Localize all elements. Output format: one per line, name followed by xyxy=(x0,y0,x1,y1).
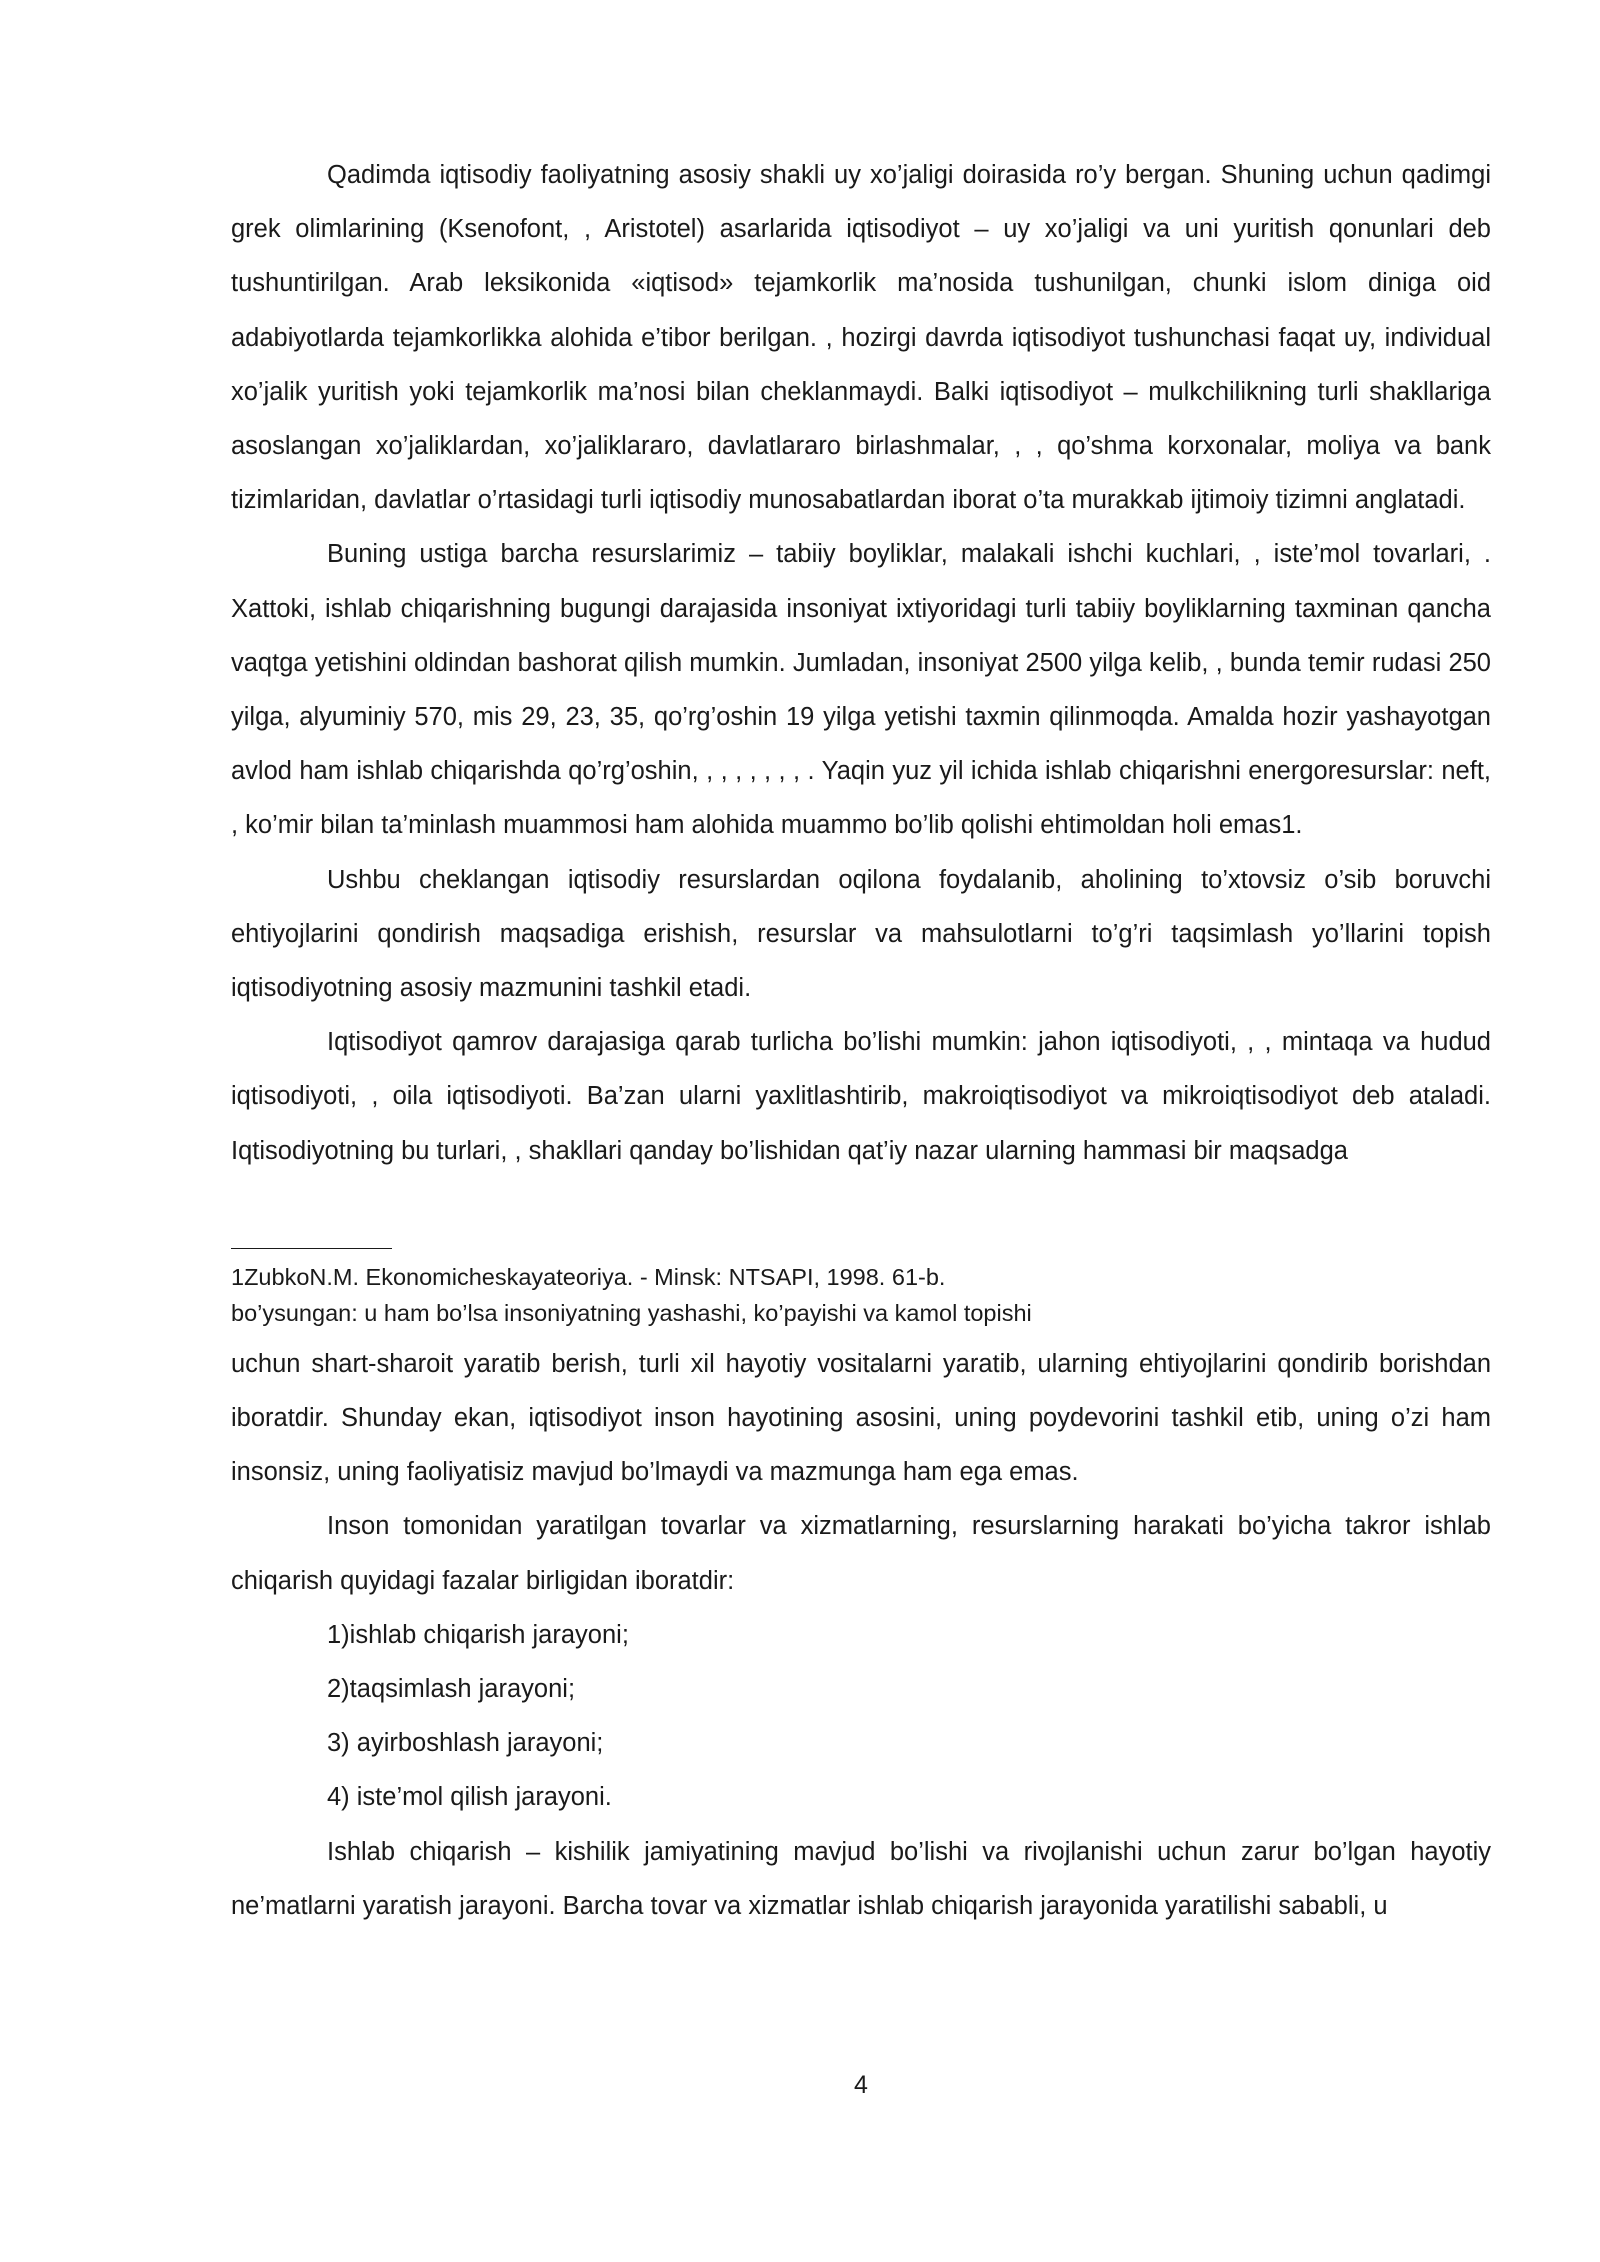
footnote-separator xyxy=(231,1248,392,1249)
continued-text xyxy=(231,1337,1491,1500)
footnote-area xyxy=(231,1248,1491,1331)
paragraph-resources: Buning ustiga barcha resurslarimiz – tabiiy boyliklar, malakali ishchi kuchlari, , iste’mol tovarlari, . Xattoki, ishlab chiqarishning bugungi darajasida insoniyat ixtiyoridagi turli tabiiy boyliklarning taxminan qancha vaqtga yetishini oldindan bashorat qilish mumkin. Jumladan, insoniyat 2500 yilga kelib, , bunda temir rudasi 250 yilga, alyuminiy 570, mis 29, 23, 35, qo’rg’oshin 19 yilga yetishi taxmin qilinmoqda. Amalda hozir yashayotgan avlod ham ishlab chiqarishda qo’rg’oshin, , , , , , , , . Yaqin yuz yil ichida ishlab chiqarishni energoresurslar: neft, , ko’mir bilan ta’minlash muammosi ham alohida muammo bo’lib qolishi ehtimoldan holi emas1. xyxy=(231,540,1491,840)
footnote-continuation: bo’ysungan: u ham bo’lsa insoniyatning yashashi, ko’payishi va kamol topishi xyxy=(231,1299,1032,1326)
list-item-production: 1)ishlab chiqarish jarayoni; xyxy=(327,1620,629,1649)
list-item-distribution: 2)taqsimlash jarayoni; xyxy=(327,1675,576,1704)
paragraph-production-definition: Ishlab chiqarish – kishilik jamiyatining mavjud bo’lishi va rivojlanishi uchun zarur bo’lgan hayotiy ne’matlarni yaratish jarayoni. Barcha tovar va xizmatlar ishlab chiqarish jarayonida yaratilishi sababli, u xyxy=(231,1837,1491,1920)
paragraph-reproduction-phases: Inson tomonidan yaratilgan tovarlar va xizmatlarning, resurslarning harakati bo’yicha takror ishlab chiqarish quyidagi fazalar birligidan iboratdir: xyxy=(231,1512,1491,1595)
paragraph-ancient-economy: Qadimda iqtisodiy faoliyatning asosiy shakli uy xo’jaligi doirasida ro’y bergan. Shuning uchun qadimgi grek olimlarining (Ksenofont, , Aristotel) asarlarida iqtisodiyot – uy xo’jaligi va uni yuritish qonunlari deb tushuntirilgan. Arab leksikonida «iqtisod» tejamkorlik ma’nosida tushunilgan, chunki islom diniga oid adabiyotlarda tejamkorlikka alohida e’tibor berilgan. , hozirgi davrda iqtisodiyot tushunchasi faqat uy, individual xo’jalik yuritish yoki tejamkorlik ma’nosi bilan cheklanmaydi. Balki iqtisodiyot – mulkchilikning turli shakllariga asoslangan xo’jaliklardan, xo’jaliklararo, davlatlararo birlashmalar, , , qo’shma korxonalar, moliya va bank tizimlaridan, davlatlar o’rtasidagi turli iqtisodiy munosabatlardan iborat o’ta murakkab ijtimoiy tizimni anglatadi. xyxy=(231,161,1491,515)
paragraph-continuation: uchun shart-sharoit yaratib berish, turli xil hayotiy vositalarni yaratib, ularning ehtiyojlarini qondirib borishdan iboratdir. Shunday ekan, iqtisodiyot inson hayotining asosini, uning poydevorini tashkil etib, uning o’zi ham insonsiz, uning faoliyatisiz mavjud bo’lmaydi va mazmunga ham ega emas. xyxy=(231,1349,1491,1487)
paragraph-limited-resources: Ushbu cheklangan iqtisodiy resurslardan oqilona foydalanib, aholining to’xtovsiz o’sib boruvchi ehtiyojlarini qondirish maqsadiga erishish, resurslar va mahsulotlarni to’g’ri taqsimlash yo’llarini topish iqtisodiyotning asosiy mazmunini tashkil etadi. xyxy=(231,865,1491,1003)
list-item-consumption: 4) iste’mol qilish jarayoni. xyxy=(327,1783,612,1812)
list-item-exchange: 3) ayirboshlash jarayoni; xyxy=(327,1729,604,1758)
page-body xyxy=(231,148,1491,1933)
paragraph-economy-scope: Iqtisodiyot qamrov darajasiga qarab turlicha bo’lishi mumkin: jahon iqtisodiyoti, , , mintaqa va hudud iqtisodiyoti, , oila iqtisodiyoti. Ba’zan ularni yaxlitlashtirib, makroiqtisodiyot va mikroiqtisodiyot deb ataladi. Iqtisodiyotning bu turlari, , shakllari qanday bo’lishidan qat’iy nazar ularning hammasi bir maqsadga xyxy=(231,1028,1491,1165)
page-number: 4 xyxy=(854,2071,868,2099)
footnote-1: 1ZubkoN.M. Ekonomicheskayateoriya. - Minsk: NTSAPI, 1998. 61-b. xyxy=(231,1263,946,1290)
